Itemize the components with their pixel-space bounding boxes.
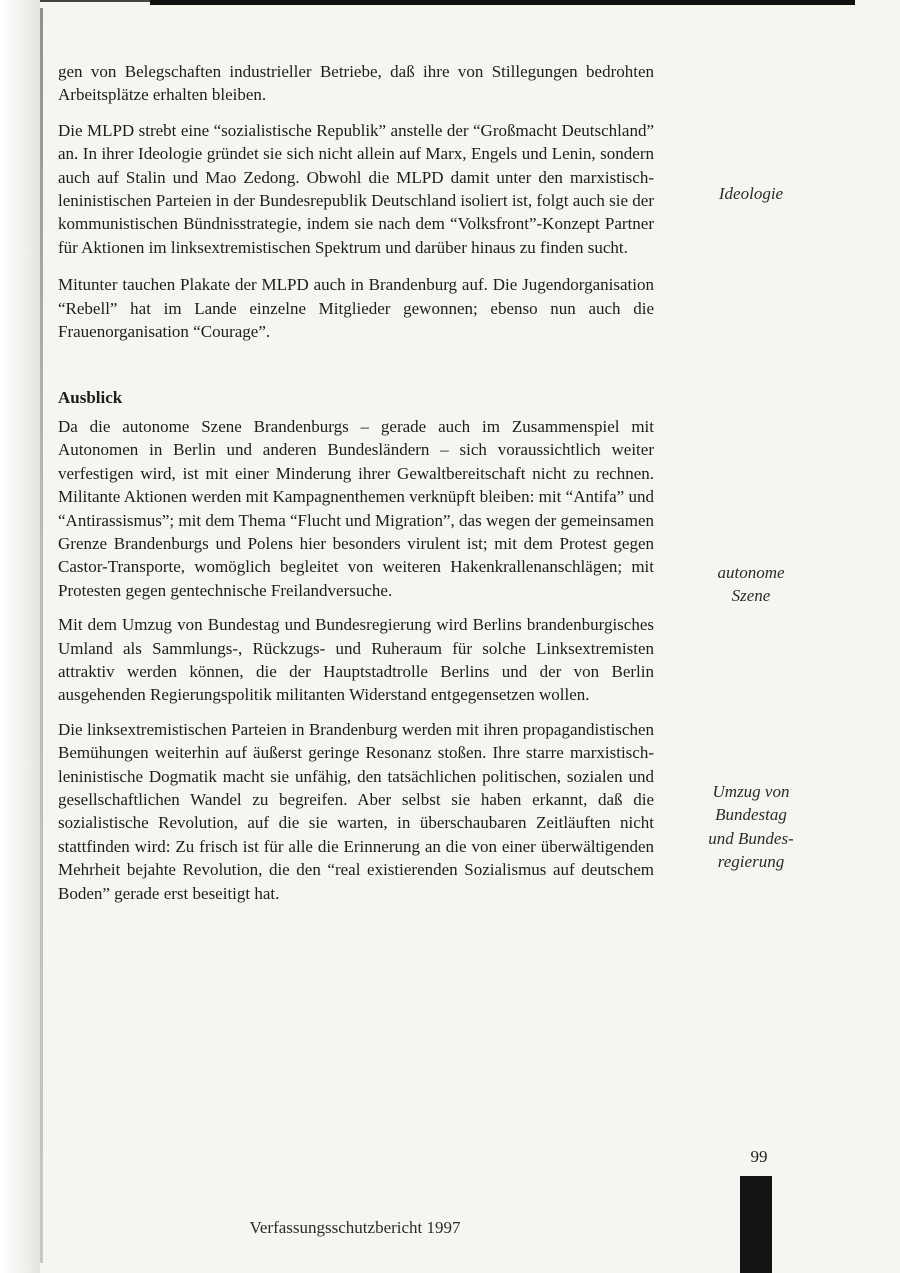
margin-note-line: Szene — [731, 586, 771, 606]
paragraph-6: Die linksextremistischen Parteien in Brandenburg werden mit ihren propagandistischen Bemühungen weiterhin auf äußerst geringe Resonanz stoßen. Ihre starre marxistisch-leninistische Dogmatik macht sie unfähig, den tatsächlichen politischen, sozialen und gesellschaftlichen Wandel zu begreifen. Aber selbst sie haben erkannt, daß die sozialistische Revolution, auf die sie warten, in überschaubaren Zeitläuften nicht stattfinden wird: Zu frisch ist für alle die Erinnerung an die von einer überwältigenden Mehrheit bejahte Revolution, die den “real existierenden Sozialismus auf deutschem Boden” gerade erst beseitigt hat. — [58, 719, 654, 903]
binding-shadow — [40, 8, 43, 1263]
margin-note-line: Umzug von — [712, 782, 790, 801]
margin-note-line: Ideologie — [718, 184, 784, 203]
margin-note-line: autonome — [717, 563, 785, 582]
top-rule — [150, 0, 855, 5]
page-footer: Verfassungsschutzbericht 1997 — [249, 1218, 461, 1237]
margin-note-ideologie — [684, 182, 818, 205]
paragraph-2: Die MLPD strebt eine “sozialistische Republik” anstelle der “Großmacht Deutschland” an. In ihrer Ideologie gründet sie sich nicht allein auf Marx, Engels und Lenin, sondern auch auf Stalin und Mao Zedong. Obwohl die MLPD damit unter den marxistisch-leninistischen Parteien in der Bundesrepublik Deutschland isoliert ist, folgt auch sie der kommunistischen Bündnisstrategie, indem sie nach dem “Volksfront”-Konzept Partner für Aktionen im linksextremistischen Spektrum und darüber hinaus zu finden sucht. — [58, 120, 654, 257]
page-number: 99 — [750, 1147, 768, 1166]
page-left-edge — [0, 0, 40, 1273]
margin-note-autonome-szene — [684, 561, 818, 608]
section-heading-ausblick: Ausblick — [58, 388, 123, 408]
margin-note-umzug — [684, 780, 818, 874]
paragraph-3: Mitunter tauchen Plakate der MLPD auch in Brandenburg auf. Die Jugendorganisation “Rebell” hat im Lande einzelne Mitglieder gewonnen; ebenso nun auch die Frauenorganisation “Courage”. — [58, 275, 654, 342]
margin-note-line: Bundestag — [715, 805, 787, 825]
paragraph-5: Mit dem Umzug von Bundestag und Bundesregierung wird Berlins brandenburgisches Umland als Sammlungs-, Rückzugs- und Ruheraum für solche Linksextremisten attraktiv werden können, die der Hauptstadtrolle Berlins und der von Berlin ausgehenden Regierungspolitik militanten Widerstand entgegensetzen wollen. — [58, 615, 654, 705]
main-text-column — [58, 60, 654, 905]
paragraph-4: Da die autonome Szene Brandenburgs – gerade auch im Zusammenspiel mit Autonomen in Berlin und anderen Bundesländern – sich voraussichtlich weiter verfestigen wird, ist mit einer Minderung ihrer Gewaltbereitschaft nicht zu rechnen. Militante Aktionen werden mit Kampagnenthemen verknüpft bleiben: mit “Antifa” und “Antirassismus”; mit dem Thema “Flucht und Migration”, das wegen der gemeinsamen Grenze Brandenburgs und Polens hier besonders virulent ist; mit dem Protest gegen Castor-Transporte, womöglich begleitet von weiteren Hakenkrallenanschlägen; mit Protesten gegen gentechnische Freilandversuche. — [58, 416, 654, 600]
top-rule-thin — [40, 0, 150, 2]
margin-note-line: regierung — [717, 852, 785, 872]
paragraph-1: gen von Belegschaften industrieller Betriebe, daß ihre von Stillegungen bedrohten Arbeitsplätze erhalten bleiben. — [58, 62, 654, 105]
margin-note-line: und Bundes- — [708, 828, 794, 848]
thumb-index-tab — [740, 1176, 772, 1273]
